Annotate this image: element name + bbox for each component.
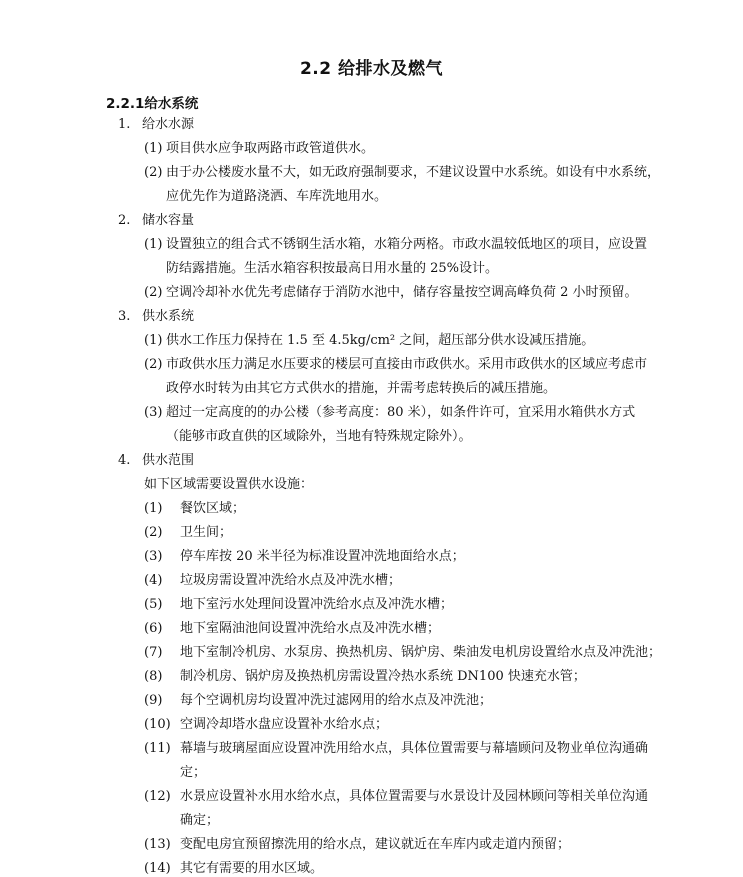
list-item: (2) 由于办公楼废水量不大，如无政府强制要求，不建议设置中水系统。如设有中水系统， <box>144 165 661 180</box>
list-item: (11) 幕墙与玻璃屋面应设置冲洗用给水点，具体位置需要与幕墙顾问及物业单位沟通确 <box>144 741 649 756</box>
list-item: (4) 垃圾房需设置冲洗给水点及冲洗水槽； <box>144 573 402 588</box>
list-item: (2) 卫生间； <box>144 525 233 540</box>
list-heading: 4. 供水范围 <box>118 453 195 468</box>
list-item: (7) 地下室制冷机房、水泵房、换热机房、锅炉房、柴油发电机房设置给水点及冲洗池； <box>144 645 662 660</box>
list-item: (1) 餐饮区域； <box>144 501 246 516</box>
page-title: 2.2 给排水及燃气 <box>299 59 444 79</box>
list-heading: 1. 给水水源 <box>118 117 195 132</box>
list-heading: 2. 储水容量 <box>118 213 195 228</box>
list-item: (2) 空调冷却补水优先考虑储存于消防水池中，储存容量按空调高峰负荷 2 小时预留。 <box>144 285 638 300</box>
list-item-continuation: 政停水时转为由其它方式供水的措施，并需考虑转换后的减压措施。 <box>166 381 557 396</box>
list-item: (6) 地下室隔油池间设置冲洗给水点及冲洗水槽； <box>144 621 441 636</box>
list-item-continuation: （能够市政直供的区域除外，当地有特殊规定除外）。 <box>166 429 472 444</box>
list-item: (3) 停车库按 20 米半径为标准设置冲洗地面给水点； <box>144 549 465 564</box>
list-item-continuation: 防结露措施。生活水箱容积按最高日用水量的 25%设计。 <box>166 261 499 276</box>
list-item: (12) 水景应设置补水用水给水点，具体位置需要与水景设计及园林顾问等相关单位沟通 <box>144 789 649 804</box>
list-item: (1) 项目供水应争取两路市政管道供水。 <box>144 141 375 156</box>
list-item: (8) 制冷机房、锅炉房及换热机房需设置冷热水系统 DN100 快速充水管； <box>144 669 586 684</box>
list-item: (1) 供水工作压力保持在 1.5 至 4.5kg/cm² 之间，超压部分供水设减压措施。 <box>144 333 595 348</box>
list-item: (13) 变配电房宜预留擦洗用的给水点，建议就近在车库内或走道内预留； <box>144 837 571 852</box>
list-item: (5) 地下室污水处理间设置冲洗给水点及冲洗水槽； <box>144 597 454 612</box>
list-item: (9) 每个空调机房均设置冲洗过滤网用的给水点及冲洗池； <box>144 693 493 708</box>
list-item-continuation: 确定； <box>180 813 220 828</box>
list-heading: 3. 供水系统 <box>118 309 195 324</box>
list-item-continuation: 定； <box>180 765 207 780</box>
list-intro: 如下区域需要设置供水设施： <box>144 477 314 492</box>
list-item: (2) 市政供水压力满足水压要求的楼层可直接由市政供水。采用市政供水的区域应考虑市 <box>144 357 648 372</box>
list-item-continuation: 应优先作为道路浇洒、车库洗地用水。 <box>166 189 388 204</box>
section-heading: 2.2.1给水系统 <box>106 96 199 112</box>
list-item: (14) 其它有需要的用水区域。 <box>144 861 324 876</box>
list-item: (10) 空调冷却塔水盘应设置补水给水点； <box>144 717 389 732</box>
list-item: (1) 设置独立的组合式不锈钢生活水箱，水箱分两格。市政水温较低地区的项目，应设置 <box>144 237 648 252</box>
list-item: (3) 超过一定高度的的办公楼（参考高度：80 米），如条件许可，宜采用水箱供水方式 <box>144 405 636 420</box>
